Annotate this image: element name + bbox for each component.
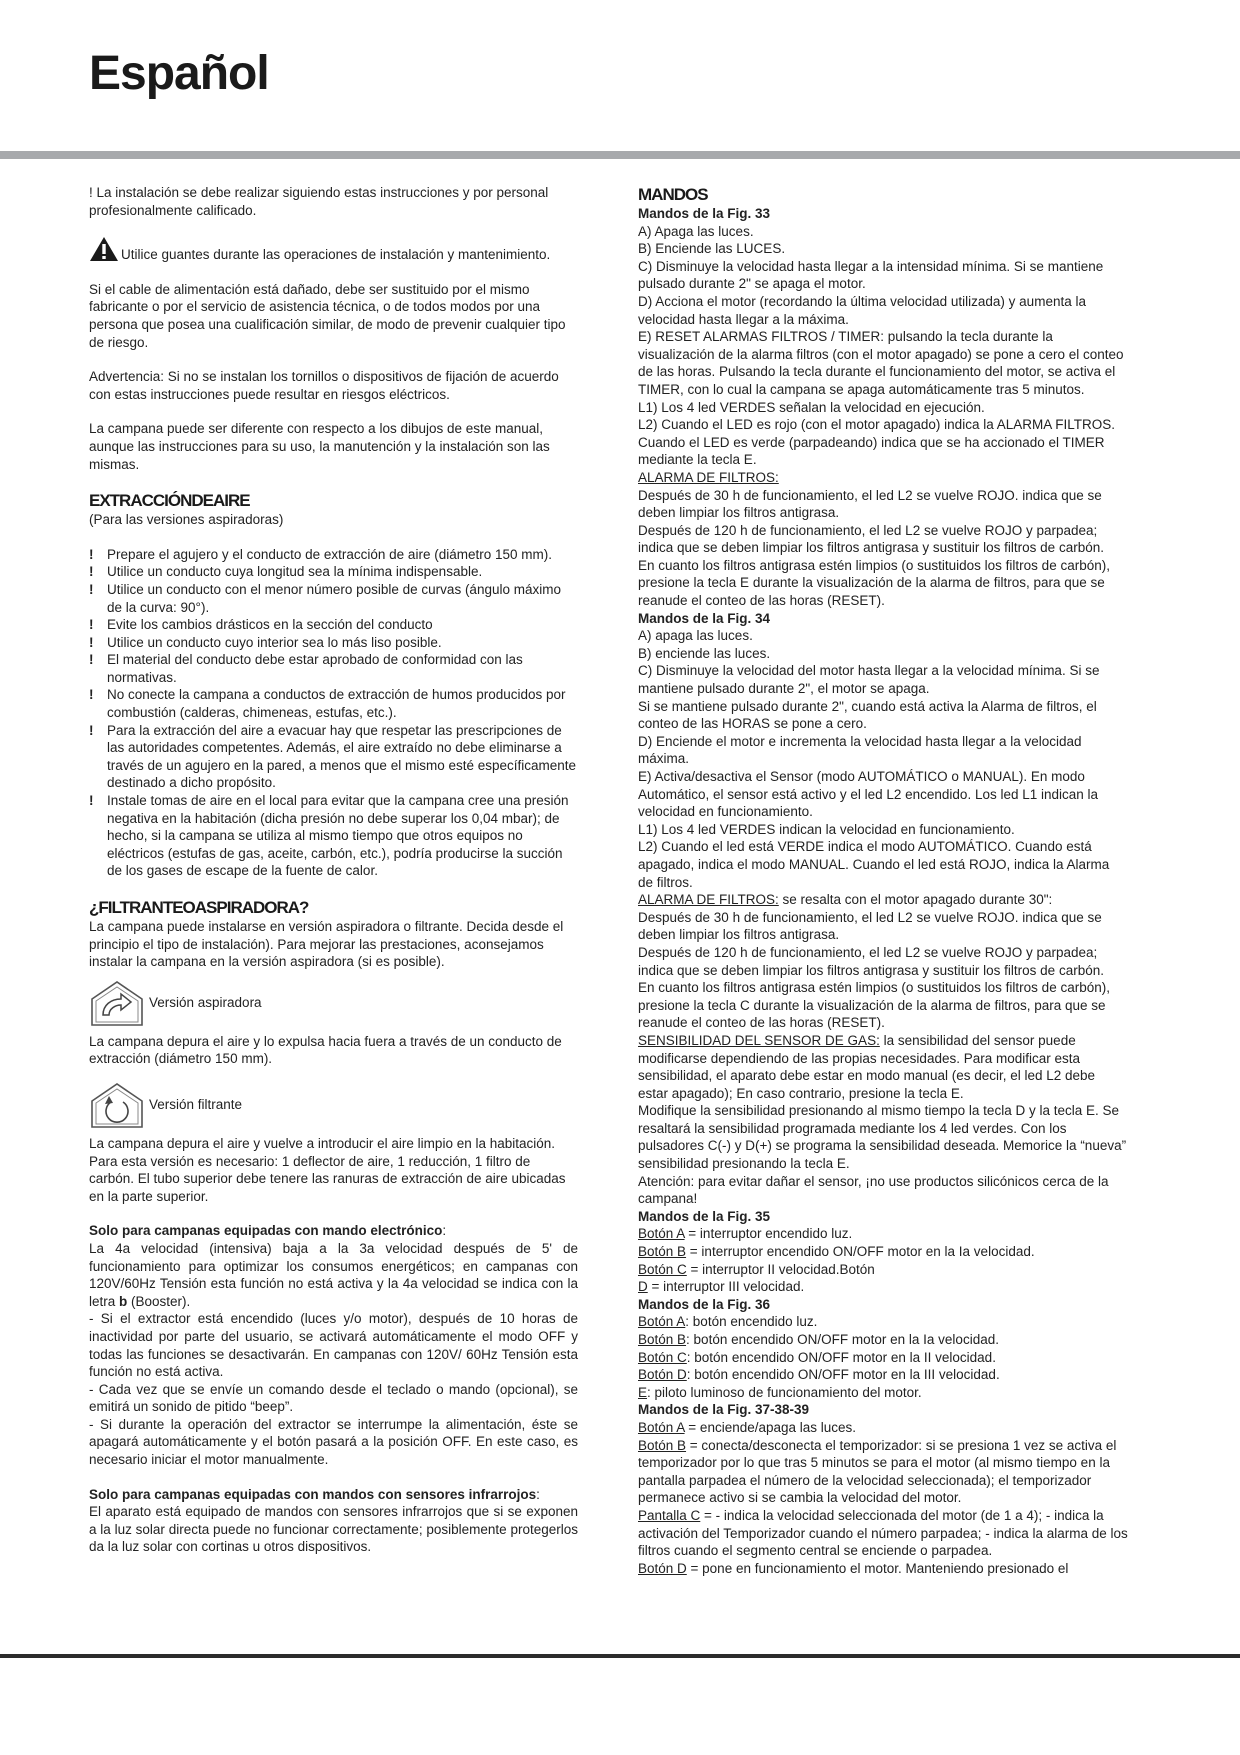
gloves-warning-text: Utilice guantes durante las operaciones de instalación y mantenimiento. xyxy=(121,247,551,263)
list-item: ! No conecte la campana a conductos de extracción de humos producidos por combustión (calderas, chimeneas, estufas, etc.). xyxy=(89,687,566,721)
filtrante-label: Versión filtrante xyxy=(149,1097,243,1113)
aspiradora-version-row xyxy=(89,979,578,1027)
fig34-a: A) apaga las luces. xyxy=(638,628,753,644)
fig34-gas2: Modifique la sensibilidad presionando al mismo tiempo la tecla D y la tecla E. Se resaltará la sensibilidad programada mediante los 4 led verdes. Con los pulsadores C(-) y D(+) se programa la sensibilidad deseada. Memorice la “nueva” sensibilidad presionando la tecla E. xyxy=(638,1103,1127,1172)
fig37-a: Botón A = enciende/apaga las luces. xyxy=(638,1419,857,1435)
fig34-alarm3: En cuanto los filtros antigrasa estén limpios (o sustituidos los filtros de carbón), presione la tecla C durante la visualización de la alarma de filtros, para que se reanude el conteo de las horas (RESET). xyxy=(638,980,1110,1031)
list-item: ! Utilice un conducto cuyo interior sea lo más liso posible. xyxy=(89,634,442,650)
house-exhaust-icon xyxy=(89,979,145,1027)
infrarrojos-heading: Solo para campanas equipadas con mandos con sensores infrarrojos: xyxy=(89,1486,540,1502)
fig33-alarm3: En cuanto los filtros antigrasa estén limpios (o sustituidos los filtros de carbón), presione la tecla E durante la visualización de la alarma de filtros, para que se reanude el conteo de las horas (RESET). xyxy=(638,557,1110,609)
filtrante-version-row xyxy=(89,1081,578,1129)
drawings-paragraph: La campana puede ser diferente con respecto a los dibujos de este manual, aunque las instrucciones para su uso, la manutención y la instalación son las mismas. xyxy=(89,421,550,472)
fig34-b: B) enciende las luces. xyxy=(638,645,771,661)
list-item: ! El material del conducto debe estar aprobado de conformidad con las normativas. xyxy=(89,652,523,685)
fig33-e: E) RESET ALARMAS FILTROS / TIMER: pulsando la tecla durante la visualización de la alarma filtros (con el motor apagado) se pone a cero el conteo de las horas. Pulsando la tecla durante el funcionamiento del motor, se activa el TIMER, con lo cual la campana se apaga automáticamente tras 5 minutos. xyxy=(638,329,1124,397)
fig33-d: D) Acciona el motor (recordando la última velocidad utilizada) y aumenta la velocidad hasta llegar a la máxima. xyxy=(638,293,1086,327)
fig33-alarm2: Después de 120 h de funcionamiento, el led L2 se vuelve ROJO y parpadea; indica que se deben limpiar los filtros antigrasa y sustituir los filtros de carbón. xyxy=(638,522,1104,556)
fig36-c: Botón C: botón encendido ON/OFF motor en la II velocidad. xyxy=(638,1349,996,1365)
intro-paragraph: ! La instalación se debe realizar siguiendo estas instrucciones y por personal profesionalmente calificado. xyxy=(89,185,549,218)
fig36-a: Botón A: botón encendido luz. xyxy=(638,1314,818,1330)
aspiradora-label: Versión aspiradora xyxy=(149,994,262,1010)
extraction-rules-list xyxy=(89,546,578,880)
fig36-d: Botón D: botón encendido ON/OFF motor en la III velocidad. xyxy=(638,1367,1000,1383)
list-item: ! Utilice un conducto con el menor número posible de curvas (ángulo máximo de la curva: 90°). xyxy=(89,581,561,615)
infrarrojos-p1: El aparato está equipado de mandos con sensores infrarrojos que si se exponen a la luz solar directa puede no funcionar correctamente; posiblemente protegerlos da la luz solar con cortinas u otros dispositivos. xyxy=(89,1504,578,1555)
fig37-d: Botón D = pone en funcionamiento el motor. Manteniendo presionado el xyxy=(638,1560,1069,1576)
fig35-title: Mandos de la Fig. 35 xyxy=(638,1208,771,1224)
fig35-a: Botón A = interruptor encendido luz. xyxy=(638,1226,853,1242)
fig35-c: Botón C = interruptor II velocidad.Botón xyxy=(638,1261,875,1277)
fig36-e: E: piloto luminoso de funcionamiento del motor. xyxy=(638,1384,922,1400)
fig34-l1: L1) Los 4 led VERDES indican la velocidad en funcionamiento. xyxy=(638,821,1015,837)
aspiradora-description: La campana depura el aire y lo expulsa hacia fuera a través de un conducto de extracción (diámetro 150 mm). xyxy=(89,1033,562,1067)
fig33-alarm1: Después de 30 h de funcionamiento, el led L2 se vuelve ROJO. indica que se deben limpiar los filtros antigrasa. xyxy=(638,487,1102,521)
page-title: Español xyxy=(89,47,269,100)
fig35-b: Botón B = interruptor encendido ON/OFF motor en la Ia velocidad. xyxy=(638,1244,1035,1260)
fig34-gas: SENSIBILIDAD DEL SENSOR DE GAS: la sensibilidad del sensor puede modificarse dependiendo de las propias necesidades. Para modificar esta sensibilidad, el aparato debe estar en modo manual (es decir, el led L2 debe estar apagado); En caso contrario, presione la tecla E. xyxy=(638,1032,1096,1101)
electronico-p3: - Cada vez que se envíe un comando desde el teclado o mando (opcional), se emitirá un sonido de pitido “beep”. xyxy=(89,1381,578,1415)
list-item: ! Utilice un conducto cuya longitud sea la mínima indispensable. xyxy=(89,564,483,580)
section-heading-mandos: MANDOS xyxy=(638,185,708,204)
fig34-alarm: ALARMA DE FILTROS: se resalta con el motor apagado durante 30": xyxy=(638,892,1053,908)
fig34-c: C) Disminuye la velocidad del motor hasta llegar a la velocidad mínima. Si se mantiene pulsado durante 2", el motor se apaga. xyxy=(638,663,1100,697)
fig34-d: D) Enciende el motor e incrementa la velocidad hasta llegar a la velocidad máxima. xyxy=(638,733,1082,767)
fig36-b: Botón B: botón encendido ON/OFF motor en la Ia velocidad. xyxy=(638,1332,999,1347)
fig34-l2: L2) Cuando el led está VERDE indica el modo AUTOMÁTICO. Cuando está apagado, indica el modo MANUAL. Cuando el led está ROJO, indica la Alarma de filtros. xyxy=(638,839,1110,890)
fig33-alarm-title: ALARMA DE FILTROS: xyxy=(638,469,779,485)
fig33-b: B) Enciende las LUCES. xyxy=(638,241,786,257)
fig34-gas3: Atención: para evitar dañar el sensor, ¡no use productos silicónicos cerca de la campana! xyxy=(638,1173,1109,1207)
electronico-p4: - Si durante la operación del extractor se interrumpe la alimentación, éste se apagará automáticamente y el botón pasará a la posición OFF. En este caso, es necesario iniciar el motor manualmente. xyxy=(89,1416,578,1468)
filtrante-description: La campana depura el aire y vuelve a introducir el aire limpio en la habitación. Para esta versión es necesario: 1 deflector de aire, 1 reducción, 1 filtro de carbón. El tubo superior debe tenere las ranuras de extracción de aire ubicadas en la parte superior. xyxy=(89,1135,566,1204)
fig37-c: Pantalla C = - indica la velocidad seleccionada del motor (de 1 a 4); - indica la activación del Temporizador cuando el número parpadea; - indica la alarma de los filtros cuando el segmento central se enciende o parpadea. xyxy=(638,1507,1128,1559)
electronico-heading: Solo para campanas equipadas con mando electrónico: xyxy=(89,1223,447,1239)
top-divider xyxy=(0,151,1240,159)
filtrante-intro: La campana puede instalarse en versión aspiradora o filtrante. Decida desde el principio el tipo de instalación). Para mejorar las prestaciones, aconsejamos instalar la campana en la versión aspiradora (si es posible). xyxy=(89,919,564,970)
fig37-b: Botón B = conecta/desconecta el temporizador: si se presiona 1 vez se activa el temporizador por lo que tras 5 minutos se para el motor (al mismo tiempo en la pantalla parpadea el número de la velocidad seleccionada); el temporizador permanece activo si se cambia la velocidad del motor. xyxy=(638,1437,1117,1506)
fig36-title: Mandos de la Fig. 36 xyxy=(638,1296,771,1312)
list-item: ! Prepare el agujero y el conducto de extracción de aire (diámetro 150 mm). xyxy=(89,546,552,562)
fig35-d: D = interruptor III velocidad. xyxy=(638,1279,805,1295)
warning-icon xyxy=(89,236,119,262)
left-column xyxy=(89,184,578,1556)
list-item: ! Para la extracción del aire a evacuar hay que respetar las prescripciones de las autoridades competentes. Además, el aire extraído no debe eliminarse a través de un agujero en la pared, a menos que el mismo esté específicamente destinado a dicho propósito. xyxy=(89,722,577,791)
screws-warning-paragraph: Advertencia: Si no se instalan los tornillos o dispositivos de fijación de acuerdo con estas instrucciones puede resultar en riesgos eléctricos. xyxy=(89,369,559,402)
electronico-p2: - Si el extractor está encendido (luces y/o motor), después de 10 horas de inactividad por parte del usuario, se activará automáticamente el modo OFF y todas las funciones se desactivarán. En campanas con 120V/ 60Hz Tensión esta función no está activa. xyxy=(89,1311,578,1380)
fig33-l2: L2) Cuando el LED es rojo (con el motor apagado) indica la ALARMA FILTROS. Cuando el LED es verde (parpadeando) indica que se ha accionado el TIMER mediante la tecla E. xyxy=(638,417,1115,468)
list-item: ! Evite los cambios drásticos en la sección del conducto xyxy=(89,617,433,633)
section-subtitle: (Para las versiones aspiradoras) xyxy=(89,512,284,528)
fig34-alarm2: Después de 120 h de funcionamiento, el led L2 se vuelve ROJO y parpadea; indica que se deben limpiar los filtros antigrasa y sustituir los filtros de carbón. xyxy=(638,944,1104,978)
fig34-e: E) Activa/desactiva el Sensor (modo AUTOMÁTICO o MANUAL). En modo Automático, el sensor está activo y el led L2 encendido. Los led L1 indican la velocidad en funcionamiento. xyxy=(638,769,1099,820)
section-heading-filtrante: ¿FILTRANTEOASPIRADORA? xyxy=(89,898,309,917)
fig34-title: Mandos de la Fig. 34 xyxy=(638,610,771,626)
fig33-c: C) Disminuye la velocidad hasta llegar a la intensidad mínima. Si se mantiene pulsado durante 2" se apaga el motor. xyxy=(638,258,1104,292)
gloves-warning xyxy=(89,236,578,264)
electronico-p1: La 4a velocidad (intensiva) baja a la 3a velocidad después de 5' de funcionamiento para optimizar los consumos energéticos; en campanas con 120V/60Hz Tensión esta función no está activa y la 4a velocidad se indica con la letra b (Booster). xyxy=(89,1240,578,1309)
house-recirculation-icon xyxy=(89,1081,145,1129)
fig37-title: Mandos de la Fig. 37-38-39 xyxy=(638,1402,810,1418)
cable-paragraph: Si el cable de alimentación está dañado, debe ser sustituido por el mismo fabricante o por el servicio de asistencia técnica, o de todos modos por una persona que posea una cualificación similar, de modo de prevenir cualquier tipo de riesgo. xyxy=(89,281,566,350)
list-item: ! Instale tomas de aire en el local para evitar que la campana cree una presión negativa en la habitación (dicha presión no debe superar los 0,04 mbar); de hecho, si la campana se utiliza al mismo tiempo que otros equipos no eléctricos (estufas de gas, aceite, carbón, etc.), podría producirse la succión de los gases de escape de la fuente de calor. xyxy=(89,793,569,879)
fig34-c2: Si se mantiene pulsado durante 2", cuando está activa la Alarma de filtros, el conteo de las HORAS se pone a cero. xyxy=(638,698,1097,732)
fig33-title: Mandos de la Fig. 33 xyxy=(638,206,771,221)
fig34-alarm1: Después de 30 h de funcionamiento, el led L2 se vuelve ROJO. indica que se deben limpiar los filtros antigrasa. xyxy=(638,909,1102,943)
right-column xyxy=(638,184,1128,1577)
fig33-l1: L1) Los 4 led VERDES señalan la velocidad en ejecución. xyxy=(638,399,985,415)
fig33-a: A) Apaga las luces. xyxy=(638,223,754,239)
section-heading-extraccion: EXTRACCIÓNDEAIRE xyxy=(89,491,250,511)
bottom-divider xyxy=(0,1654,1240,1658)
